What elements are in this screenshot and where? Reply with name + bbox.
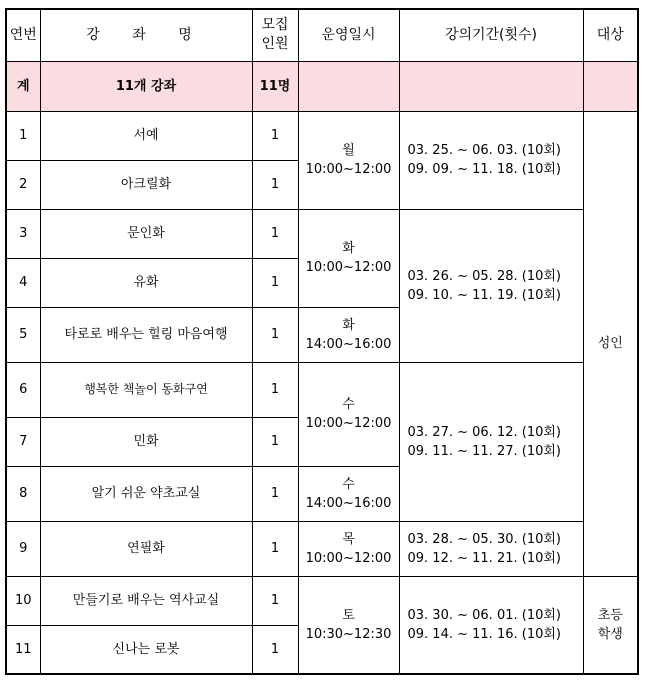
total-period (399, 61, 583, 111)
row-recruit: 1 (252, 209, 298, 258)
row-course: 타로로 배우는 힐링 마음여행 (40, 307, 252, 362)
row-course: 아크릴화 (40, 160, 252, 209)
total-schedule (298, 61, 399, 111)
total-recruit: 11명 (252, 61, 298, 111)
row-course: 행복한 책놀이 동화구연 (40, 362, 252, 417)
period-cell: 03. 27. ~ 06. 12. (10회) 09. 11. ~ 11. 27. (10회) (399, 362, 583, 521)
schedule-cell: 수 10:00~12:00 (298, 362, 399, 466)
table-row (6, 209, 638, 258)
row-recruit: 1 (252, 521, 298, 576)
row-recruit: 1 (252, 258, 298, 307)
header-no: 연번 (6, 9, 40, 61)
header-target: 대상 (583, 9, 638, 61)
row-no: 6 (6, 362, 40, 417)
total-course: 11개 강좌 (40, 61, 252, 111)
schedule-cell: 화 10:00~12:00 (298, 209, 399, 307)
header-recruit: 모집 인원 (252, 9, 298, 61)
row-course: 알기 쉬운 약초교실 (40, 466, 252, 521)
header-period: 강의기간(횟수) (399, 9, 583, 61)
period-cell: 03. 25. ~ 06. 03. (10회) 09. 09. ~ 11. 18. (10회) (399, 111, 583, 209)
row-course: 민화 (40, 417, 252, 466)
period-cell: 03. 26. ~ 05. 28. (10회) 09. 10. ~ 11. 19. (10회) (399, 209, 583, 362)
row-recruit: 1 (252, 466, 298, 521)
total-row (6, 61, 638, 111)
row-course: 문인화 (40, 209, 252, 258)
row-recruit: 1 (252, 307, 298, 362)
row-course: 서예 (40, 111, 252, 160)
row-course: 유화 (40, 258, 252, 307)
row-course: 만들기로 배우는 역사교실 (40, 576, 252, 625)
schedule-cell: 목 10:00~12:00 (298, 521, 399, 576)
row-no: 9 (6, 521, 40, 576)
row-recruit: 1 (252, 625, 298, 674)
table-row (6, 521, 638, 576)
schedule-cell: 수 14:00~16:00 (298, 466, 399, 521)
row-recruit: 1 (252, 576, 298, 625)
table-row (6, 362, 638, 417)
header-row (6, 9, 638, 61)
header-schedule: 운영일시 (298, 9, 399, 61)
row-no: 11 (6, 625, 40, 674)
row-recruit: 1 (252, 160, 298, 209)
total-label: 계 (6, 61, 40, 111)
header-course: 강 좌 명 (40, 9, 252, 61)
target-adult: 성인 (583, 111, 638, 576)
row-no: 3 (6, 209, 40, 258)
target-child: 초등 학생 (583, 576, 638, 674)
row-recruit: 1 (252, 111, 298, 160)
table-row (6, 576, 638, 625)
course-schedule-table (5, 8, 639, 675)
period-cell: 03. 30. ~ 06. 01. (10회) 09. 14. ~ 11. 16. (10회) (399, 576, 583, 674)
total-target (583, 61, 638, 111)
row-no: 10 (6, 576, 40, 625)
row-no: 1 (6, 111, 40, 160)
row-course: 연필화 (40, 521, 252, 576)
row-no: 4 (6, 258, 40, 307)
table-row (6, 111, 638, 160)
row-no: 2 (6, 160, 40, 209)
period-cell: 03. 28. ~ 05. 30. (10회) 09. 12. ~ 11. 21. (10회) (399, 521, 583, 576)
schedule-cell: 토 10:30~12:30 (298, 576, 399, 674)
row-no: 7 (6, 417, 40, 466)
row-recruit: 1 (252, 417, 298, 466)
row-recruit: 1 (252, 362, 298, 417)
row-course: 신나는 로봇 (40, 625, 252, 674)
schedule-cell: 화 14:00~16:00 (298, 307, 399, 362)
row-no: 5 (6, 307, 40, 362)
schedule-cell: 월 10:00~12:00 (298, 111, 399, 209)
row-no: 8 (6, 466, 40, 521)
